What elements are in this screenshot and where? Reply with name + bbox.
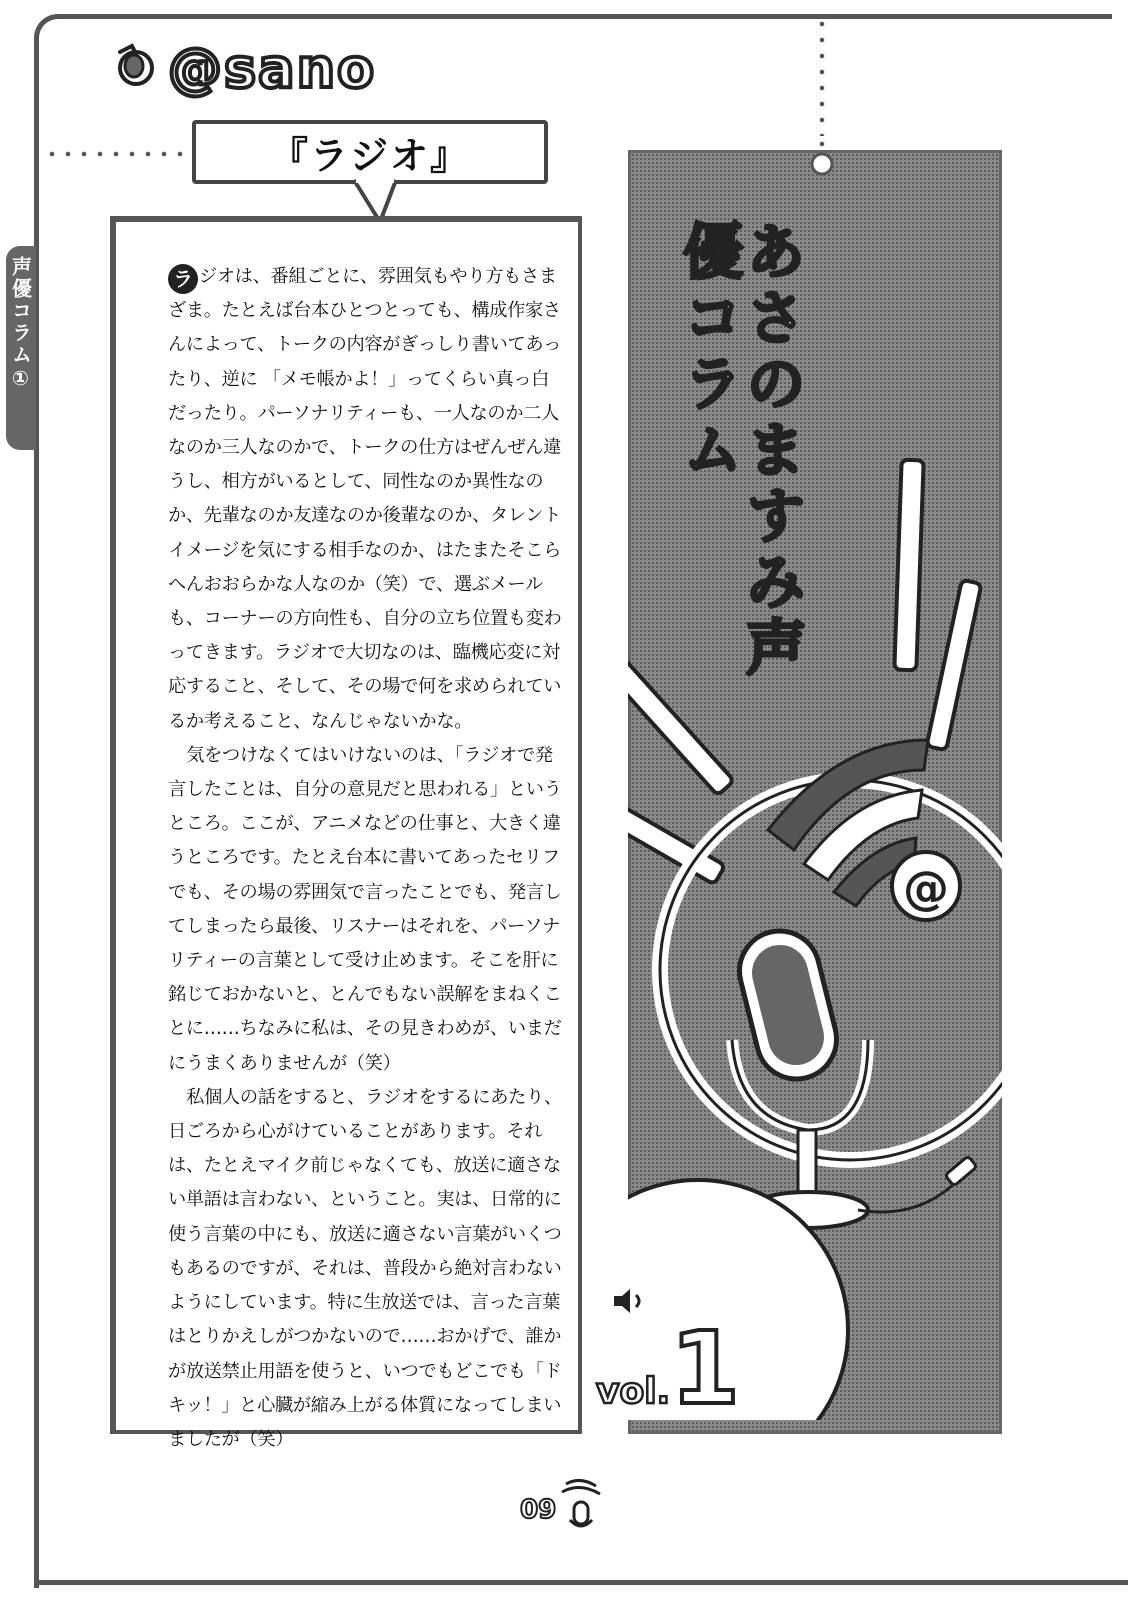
dropcap: ラ	[168, 264, 198, 294]
section-title-box	[192, 120, 548, 184]
dotted-rule-left	[44, 150, 184, 158]
column-title: あさのますみ声優コラム	[673, 220, 806, 682]
page-mic-icon	[556, 1476, 606, 1536]
article-body	[168, 260, 566, 1457]
article-paragraph: 私個人の話をすると、ラジオをするにあたり、日ごろから心がけていることがあります。それは、たとえマイク前じゃなくても、放送に適さない単語は言わない、ということ。実は、日常的に使う言葉の中にも、放送に適さない言葉がいくつもあるのですが、それは、普段から絶対言わないようにしています。特に生放送では、言った言葉はとりかえしがつかないので……おかげで、誰かが放送禁止用語を使うと、いつでもどこでも「ドキッ！」と心臓が縮み上がる体質になってしまいましたが（笑）	[168, 1086, 562, 1450]
vol-number: 1	[670, 1310, 740, 1427]
connector-dot-icon	[808, 150, 836, 178]
side-tab	[6, 246, 36, 450]
logo	[110, 37, 377, 100]
article-paragraph	[168, 260, 566, 739]
dotted-rule-top	[818, 16, 826, 136]
bottom-rule	[34, 1580, 1128, 1585]
article-paragraph: 気をつけなくてはいけないのは、「ラジオで発言したことは、自分の意見だと思われる」というところ。ここが、アニメなどの仕事と、大きく違うところです。たとえ台本に書いてあったセリフでも、その場の雰囲気で言ったことでも、発言してしまったら最後、リスナーはそれを、パーソナリティーの言葉として受け止めます。そこを肝に銘じておかないと、とんでもない誤解をまねくことに……ちなみに私は、その見きわめが、いまだにうまくありませんが（笑）	[168, 744, 562, 1074]
vol-prefix: vol.	[596, 1371, 671, 1412]
page-number: 60	[520, 1492, 557, 1522]
volume-label	[596, 1270, 740, 1427]
section-title: 『ラジオ』	[269, 133, 470, 178]
side-tab-label: 声優コラム①	[8, 256, 33, 392]
microphone-logo-icon	[110, 40, 168, 98]
paragraph-text: ジオは、番組ごとに、雰囲気もやり方もさまざま。たとえば台本ひとつとっても、構成作家さんによって、トークの内容がぎっしり書いてあったり、逆に 「メモ帳かよ！」ってくらい真っ白だったり。パーソナリティーも、一人なのか二人なのか三人なのかで、トークの仕方はぜんぜん違うし、相方がいるとして、同性なのか異性なのか、先輩なのか友達なのか後輩なのか、タレントイメージを気にする相手なのか、はたまたそこらへんおおらかな人なのか（笑）で、選ぶメールも、コーナーの方向性も、自分の立ち位置も変わってきます。ラジオで大切なのは、臨機応変に対応すること、そして、その場で何を求められているか考えること、なんじゃないかな。	[168, 266, 562, 732]
logo-text: @sano	[168, 37, 377, 100]
at-symbol: @	[903, 861, 949, 915]
